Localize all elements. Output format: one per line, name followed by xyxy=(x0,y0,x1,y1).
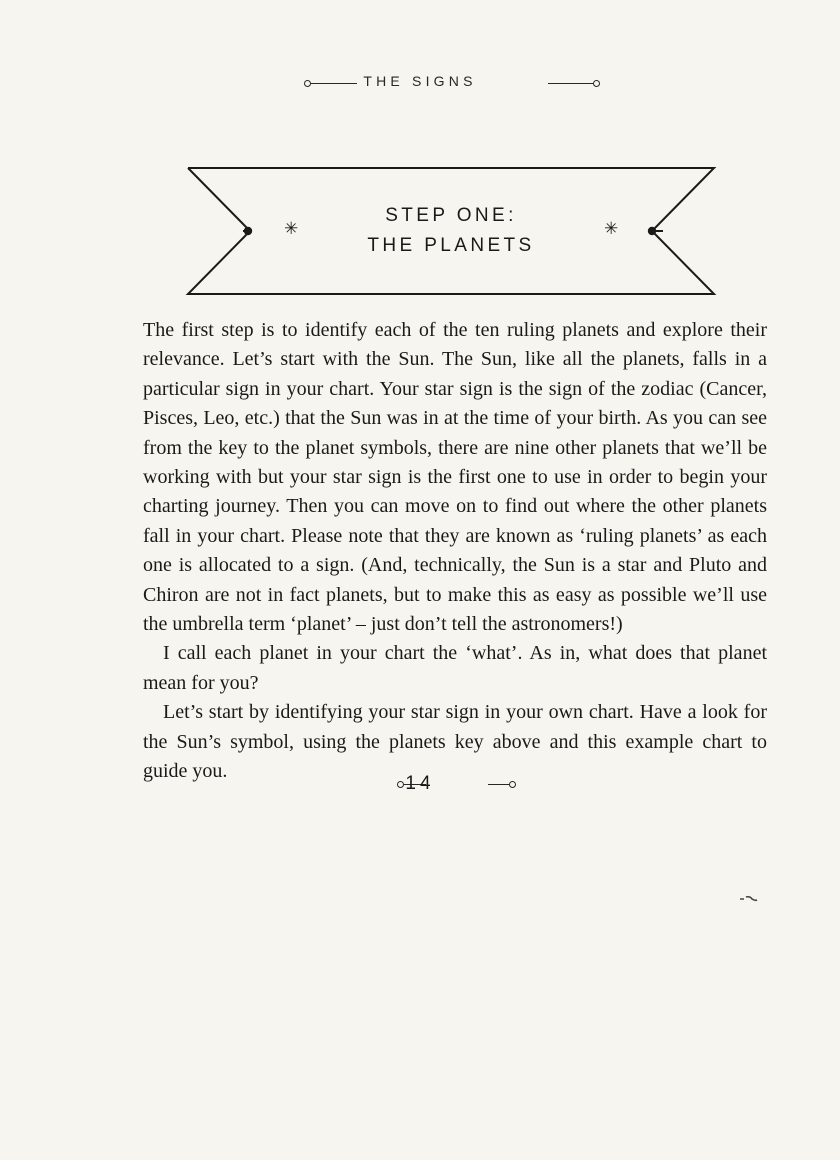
header-right-ornament-line xyxy=(548,83,593,84)
running-header xyxy=(0,72,840,94)
banner-title-line-2: THE PLANETS xyxy=(367,235,535,256)
paper-speck xyxy=(740,896,758,902)
page-number: 14 xyxy=(405,773,435,794)
banner-title-line-1: STEP ONE: xyxy=(385,205,517,226)
footer-right-ornament-dot xyxy=(509,781,516,788)
header-right-ornament-dot xyxy=(593,80,600,87)
footer-right-ornament-line xyxy=(488,784,510,785)
running-header-title: THE SIGNS xyxy=(363,73,477,89)
banner-frame xyxy=(185,165,717,297)
ribbon-outline xyxy=(188,168,714,294)
section-banner xyxy=(185,165,717,297)
paragraph-intro: The first step is to identify each of the ten ruling planets and explore their relevance. Let’s start with the Sun. The Sun, like all the planets, falls in a particular sign in your chart. Your star sign is the sign of the zodiac (Cancer, Pisces, Leo, etc.) that the Sun was in at the time of your birth. As you can see from the key to the planet symbols, there are nine other planets that we’ll be working with but your star sign is the first one to use in order to begin your charting journey. Then you can move on to find out where the other planets fall in your chart. Please note that they are known as ‘ruling planets’ as each one is allocated to a sign. (And, technically, the Sun is a star and Pluto and Chiron are not in fact planets, but to make this as easy as possible we’ll use the umbrella term ‘planet’ – just don’t tell the astronomers!) xyxy=(143,319,767,636)
page-footer xyxy=(0,773,840,797)
body-text xyxy=(143,316,767,787)
paragraph-star-sign: Let’s start by identifying your star sign in your own chart. Have a look for the Sun’s symbol, using the planets key above and this example chart to guide you. xyxy=(143,701,767,783)
banner-left-dot xyxy=(244,227,252,235)
left-star-icon: ✳ xyxy=(284,219,299,239)
paragraph-what: I call each planet in your chart the ‘what’. As in, what does that planet mean for you? xyxy=(143,642,767,694)
right-star-icon: ✳ xyxy=(604,219,619,239)
